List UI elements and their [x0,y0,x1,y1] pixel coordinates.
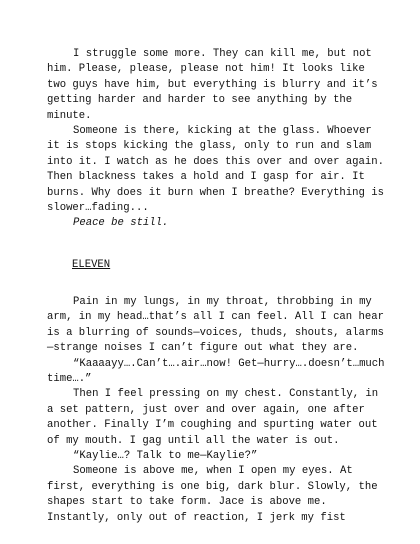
paragraph: Then I feel pressing on my chest. Constantly, in a set pattern, just over and over again, one after another. Finally I’m coughing and spurting water out of my mouth. I gag until all the water is out. [47,388,385,447]
paragraph: “Kaylie…? Talk to me—Kaylie?” [73,450,258,463]
italic-line: Peace be still. [73,217,169,230]
paragraph: Someone is there, kicking at the glass. Whoever it is stops kicking the glass, only to run and slam into it. I watch as he does this over and over again. Then blackness takes a hold and I gasp for air. It burns. Why does it burn when I breathe? Everything is slower…fading... [47,125,391,215]
paragraph: Pain in my lungs, in my throat, throbbing in my arm, in my head…that’s all I can feel. All I can hear is a blurring of sounds—voices, thuds, shouts, alarms—strange noises I can’t figure out what they are. [47,296,391,355]
paragraph: I struggle some more. They can kill me, but not him. Please, please, please not him! It looks like two guys have him, but everything is blurry and it’s getting harder and harder to see anything by the minute. [47,48,384,122]
paragraph: “Kaaaayy….Can’t….air…now! Get—hurry….doesn’t…much time….” [47,357,391,386]
text-section-top [47,47,391,232]
paragraph: Someone is above me, when I open my eyes. At first, everything is one big, dark blur. Slowly, the shapes start to take form. Jace is above me. Instantly, only out of reaction, I jerk my fist [47,465,384,524]
text-section-chapter [47,295,391,526]
chapter-title: ELEVEN [72,259,111,271]
